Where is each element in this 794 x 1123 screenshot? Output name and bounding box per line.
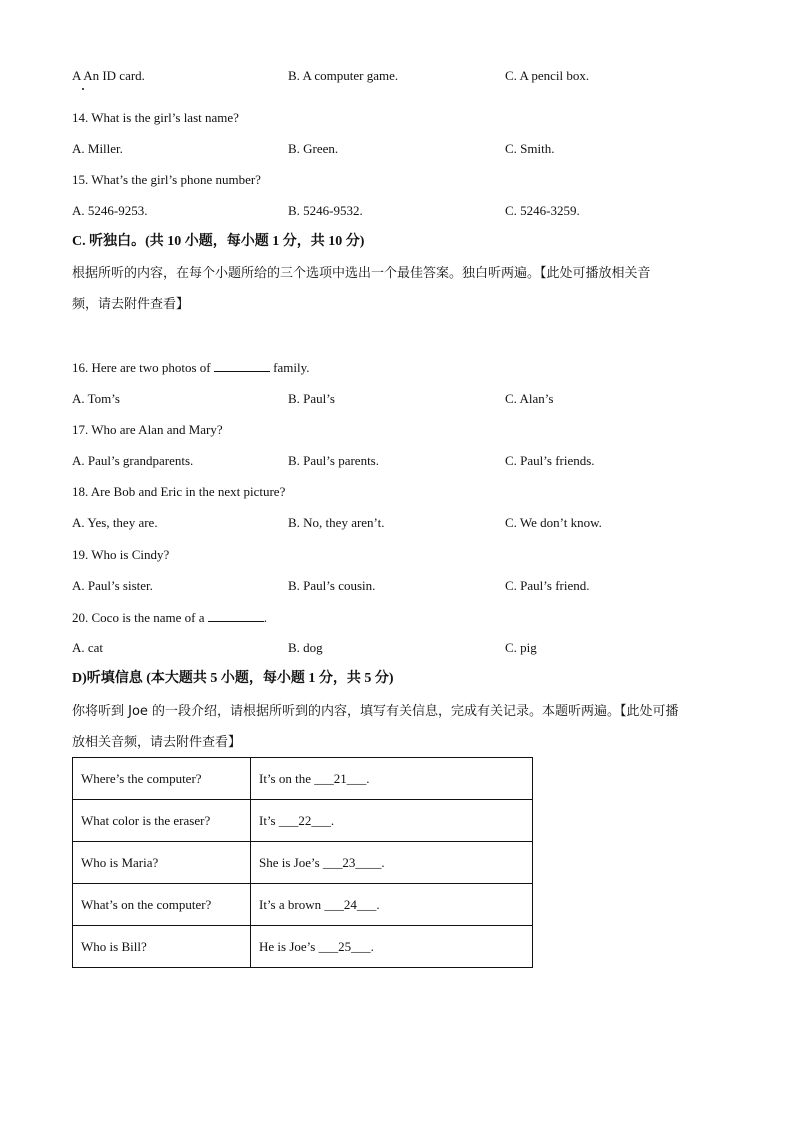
q20-option-c: C. pig	[505, 640, 537, 655]
q16-option-b: B. Paul’s	[288, 391, 335, 406]
answer-pre: It’s	[259, 812, 279, 828]
table-answer-cell	[251, 884, 533, 926]
info-table	[72, 757, 533, 968]
q18-option-c: C. We don’t know.	[505, 515, 602, 530]
table-row	[73, 758, 533, 800]
q20-question-pre: 20. Coco is the name of a	[72, 610, 205, 625]
q14-options	[72, 141, 732, 157]
q15-option-c: C. 5246-3259.	[505, 203, 580, 218]
table-question-cell: What’s on the computer?	[73, 884, 251, 926]
q19-option-b: B. Paul’s cousin.	[288, 578, 376, 593]
q13-option-c: C. A pencil box.	[505, 68, 590, 83]
section-c-heading: C. 听独白。(共 10 小题，每小题 1 分，共 10 分)	[72, 234, 365, 249]
q18-option-a: A. Yes, they are.	[72, 515, 158, 530]
q17-question: 17. Who are Alan and Mary?	[72, 422, 223, 437]
q15-option-b: B. 5246-9532.	[288, 203, 363, 218]
table-row	[73, 884, 533, 926]
q16-question-post: family.	[273, 360, 310, 375]
table-answer-cell	[251, 800, 533, 842]
q20-question	[72, 609, 267, 626]
section-d-heading: D)听填信息 (本大题共 5 小题，每小题 1 分，共 5 分)	[72, 671, 394, 686]
q18-options	[72, 515, 732, 531]
q14-option-a: A. Miller.	[72, 141, 123, 156]
q13-option-a: A An ID card.	[72, 68, 145, 83]
q15-question: 15. What’s the girl’s phone number?	[72, 172, 261, 187]
q16-question	[72, 359, 309, 376]
answer-post: .	[330, 812, 335, 828]
answer-blank: ___24___	[324, 896, 377, 912]
answer-blank: ___25___	[318, 938, 371, 954]
table-row	[73, 842, 533, 884]
q16-option-c: C. Alan’s	[505, 391, 554, 406]
answer-post: .	[366, 770, 370, 786]
q19-question: 19. Who is Cindy?	[72, 547, 170, 562]
q17-option-b: B. Paul’s parents.	[288, 453, 379, 468]
answer-blank: ___23____	[322, 854, 382, 870]
answer-blank: ___22___	[278, 812, 331, 828]
table-answer-cell	[251, 842, 533, 884]
q20-question-post: .	[263, 610, 267, 625]
answer-post: .	[376, 896, 380, 912]
q16-question-pre: 16. Here are two photos of	[72, 360, 211, 375]
q15-options	[72, 203, 732, 219]
q14-option-c: C. Smith.	[505, 141, 555, 156]
q18-option-b: B. No, they aren’t.	[288, 515, 385, 530]
table-question-cell: Where’s the computer?	[73, 758, 251, 800]
answer-pre: She is Joe’s	[259, 854, 323, 870]
answer-pre: He is Joe’s	[259, 938, 319, 954]
table-answer-cell	[251, 758, 533, 800]
q15-option-a: A. 5246-9253.	[72, 203, 148, 218]
q16-blank	[214, 359, 270, 372]
answer-post: .	[381, 854, 385, 870]
q14-question: 14. What is the girl’s last name?	[72, 110, 239, 125]
section-d-instruction-1: 你将听到 Joe 的一段介绍，请根据所听到的内容，填写有关信息，完成有关记录。本题听两遍。【此处可播	[72, 704, 679, 719]
q19-option-a: A. Paul’s sister.	[72, 578, 153, 593]
table-question-cell: Who is Maria?	[73, 842, 251, 884]
answer-blank: ___21___	[314, 770, 367, 786]
section-d-instruction-2: 放相关音频，请去附件查看】	[72, 735, 242, 750]
q20-options	[72, 640, 732, 656]
q17-option-c: C. Paul’s friends.	[505, 453, 595, 468]
q16-option-a: A. Tom’s	[72, 391, 120, 406]
q20-option-b: B. dog	[288, 640, 323, 655]
q19-options	[72, 578, 732, 594]
q13-option-b: B. A computer game.	[288, 68, 399, 83]
section-c-instruction-2: 频，请去附件查看】	[72, 297, 190, 312]
table-answer-cell	[251, 926, 533, 968]
q19-option-c: C. Paul’s friend.	[505, 578, 590, 593]
q17-option-a: A. Paul’s grandparents.	[72, 453, 194, 468]
q18-question: 18. Are Bob and Eric in the next picture?	[72, 484, 286, 499]
table-row	[73, 926, 533, 968]
table-row	[73, 800, 533, 842]
q17-options	[72, 453, 732, 469]
table-question-cell: What color is the eraser?	[73, 800, 251, 842]
q13-options	[72, 68, 732, 84]
answer-post: .	[370, 938, 374, 954]
table-question-cell: Who is Bill?	[73, 926, 251, 968]
q20-blank	[208, 609, 264, 622]
q16-options	[72, 391, 732, 407]
stray-dot	[82, 88, 84, 90]
answer-pre: It’s on the	[259, 770, 315, 786]
q14-option-b: B. Green.	[288, 141, 339, 156]
q20-option-a: A. cat	[72, 640, 104, 655]
answer-pre: It’s a brown	[259, 896, 325, 912]
section-c-instruction-1: 根据所听的内容，在每个小题所给的三个选项中选出一个最佳答案。独白听两遍。【此处可播放相关音	[72, 266, 651, 281]
